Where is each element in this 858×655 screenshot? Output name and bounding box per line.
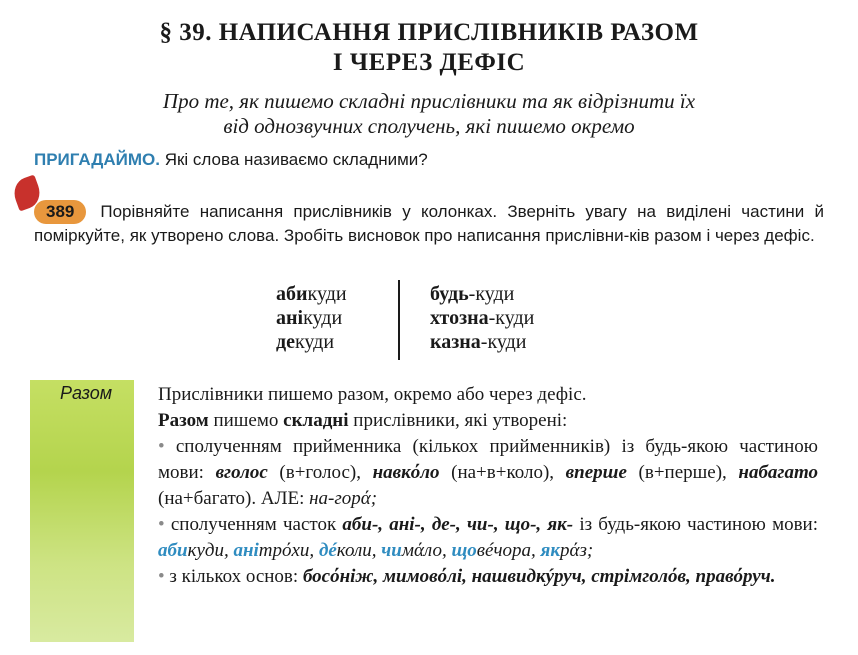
task-number-badge: 389 <box>34 200 86 224</box>
subtitle-line1: Про те, як пишемо складні прислівники та як відрізнити їх <box>162 89 696 113</box>
adverb-item: абикуди <box>276 283 347 305</box>
rule-bullet-1: • сполученням прийменника (кількох прийменників) із будь-якою частиною мови: вголос (в+голос), навкόло (на+в+коло), вперше (в+перше), набагато (на+багато). АЛЕ: на-горά; <box>158 436 818 509</box>
rule-sidebar <box>30 380 134 642</box>
bullet-icon: • <box>158 436 165 457</box>
adverb-column-left <box>276 282 347 354</box>
page-title-line1: § 39. НАПИСАННЯ ПРИСЛІВНИКІВ РАЗОМ <box>159 19 699 46</box>
task-text: Порівняйте написання прислівників у колонках. Зверніть увагу на виділені частини й поміркуйте, як утворено слова. Зробіть висновок про написання прислівни-ків разом і через дефіс. <box>34 202 824 245</box>
subtitle-line2: від однозвучних сполучень, які пишемо окремо <box>223 114 635 138</box>
bullet-icon: • <box>158 514 165 535</box>
recall-prompt <box>34 150 428 170</box>
recall-label: ПРИГАДАЙМО. <box>34 150 160 169</box>
bullet-icon: • <box>158 566 165 587</box>
adverb-item: хтозна-куди <box>430 307 535 329</box>
adverb-item: декуди <box>276 331 335 353</box>
column-divider <box>398 280 400 360</box>
rule-intro: Прислівники пишемо разом, окремо або через дефіс. <box>158 384 587 405</box>
adverb-item: анікуди <box>276 307 343 329</box>
adverb-item: казна-куди <box>430 331 527 353</box>
rule-text <box>158 382 818 590</box>
rule-bullet-2: • сполученням часток аби-, ані-, де-, чи-, що-, як- із будь-якою частиною мови: абикуди, анітрόхи, дéколи, чимάло, щовéчора, якрάз; <box>158 514 819 561</box>
sidebar-label: Разом <box>60 383 113 403</box>
rule-bullet-3: • з кількох основ: босόніж, мимовόлі, нашвидкýруч, стрімголόв, правόруч. <box>158 566 776 587</box>
task-389 <box>34 200 824 248</box>
recall-question: Які слова називаємо складними? <box>164 150 428 169</box>
page-title-line2: І ЧЕРЕЗ ДЕФІС <box>332 49 526 76</box>
adverb-item: будь-куди <box>430 283 515 305</box>
rule-together: Разом пишемо складні прислівники, які утворені: <box>158 410 568 431</box>
adverb-column-right <box>430 282 534 354</box>
